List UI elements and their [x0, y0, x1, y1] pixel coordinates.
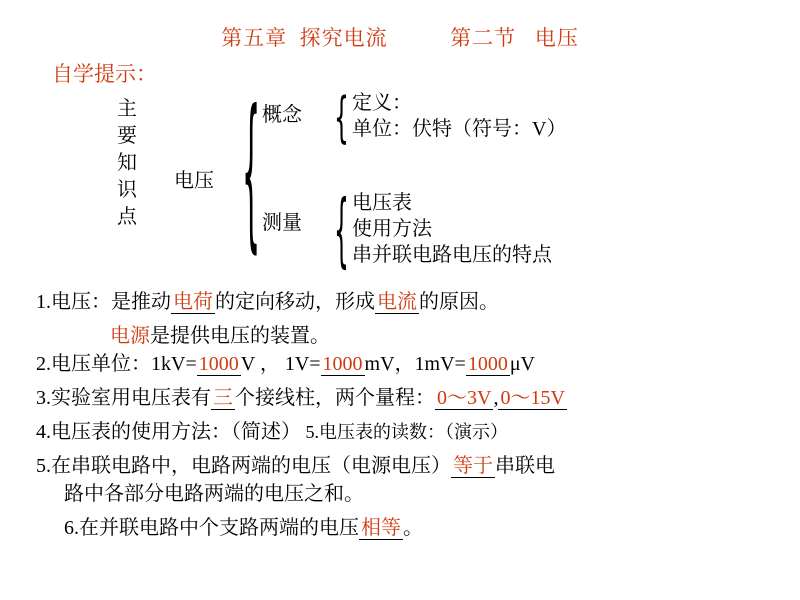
outline-main-topic: 电压 [174, 170, 214, 192]
item-text: 。 [403, 517, 423, 539]
item-text: 在串联电路中，电路两端的电压（电源电压） [51, 455, 451, 477]
list-item [36, 418, 796, 446]
list-item [36, 452, 796, 508]
notes-list [36, 288, 796, 548]
blank-answer: 电流 [377, 291, 417, 313]
list-item-sub [36, 322, 796, 350]
outline-measure-item: 串并联电路电压的特点 [352, 244, 552, 266]
outline-measure-item: 电压表 [352, 192, 412, 214]
list-item [36, 384, 796, 412]
item-number: 4. [36, 421, 51, 443]
blank-answer: 电源 [110, 325, 150, 347]
item-text: μV [509, 353, 535, 375]
item-text: V ， 1V= [240, 353, 321, 375]
item-number: 6. [64, 517, 79, 539]
blank-answer: 1000 [467, 353, 508, 375]
list-item [36, 514, 796, 542]
blank-answer: 0～15V [500, 387, 565, 409]
outline-measure-item: 使用方法 [352, 218, 432, 240]
item-text-secondary: 5.电压表的读数：（演示） [301, 422, 508, 442]
item-text: 电压表的使用方法：（简述） [51, 421, 301, 443]
item-number: 5. [36, 455, 51, 477]
self-study-hint: 自学提示： [52, 62, 157, 86]
outline-branch-concept-label: 概念 [262, 104, 302, 126]
item-text: 电压单位：1kV= [51, 353, 197, 375]
outline-concept-item: 单位：伏特（符号：V） [352, 118, 567, 140]
vertical-label-column [114, 96, 140, 231]
item-text: 是提供电压的装置。 [150, 325, 330, 347]
outline-branch-measure-label: 测量 [262, 212, 302, 234]
blank-answer: 等于 [453, 455, 493, 477]
item-text: 实验室用电压表有 [51, 387, 211, 409]
item-number: 3. [36, 387, 51, 409]
list-item [36, 288, 796, 316]
item-number: 2. [36, 353, 51, 375]
vertical-label-char: 点 [117, 206, 137, 228]
slide-title: 第五章 探究电流 第二节 电压 [221, 26, 579, 50]
blank-answer: 相等 [361, 517, 401, 539]
item-text-continued: 路中各部分电路两端的电压之和。 [64, 483, 364, 505]
blank-answer: 电荷 [173, 291, 213, 313]
list-item [36, 350, 796, 378]
item-text: 的定向移动，形成 [215, 291, 375, 313]
item-text: mV，1mV= [364, 353, 466, 375]
outline-concept-item: 定义： [352, 92, 412, 114]
vertical-label-char: 识 [117, 179, 137, 201]
item-text: 串联电 [495, 455, 555, 477]
vertical-label-char: 主 [117, 98, 137, 120]
brace-concept-icon: { [334, 87, 349, 151]
blank-answer: 0～3V [437, 387, 492, 409]
blank-answer: 1000 [198, 353, 239, 375]
item-text: 个接线柱，两个量程： [235, 387, 435, 409]
item-number: 1. [36, 291, 51, 313]
vertical-label-char: 要 [117, 125, 137, 147]
vertical-label-char: 知 [117, 152, 137, 174]
brace-measure-icon: { [334, 185, 349, 279]
brace-large-icon: { [242, 81, 261, 274]
item-text: , [493, 387, 499, 409]
item-text: 在并联电路中个支路两端的电压 [79, 517, 359, 539]
outline-diagram [100, 81, 740, 288]
item-text: 的原因。 [419, 291, 499, 313]
item-text: 电压：是推动 [51, 291, 171, 313]
blank-answer: 1000 [322, 353, 363, 375]
blank-answer: 三 [213, 387, 233, 409]
